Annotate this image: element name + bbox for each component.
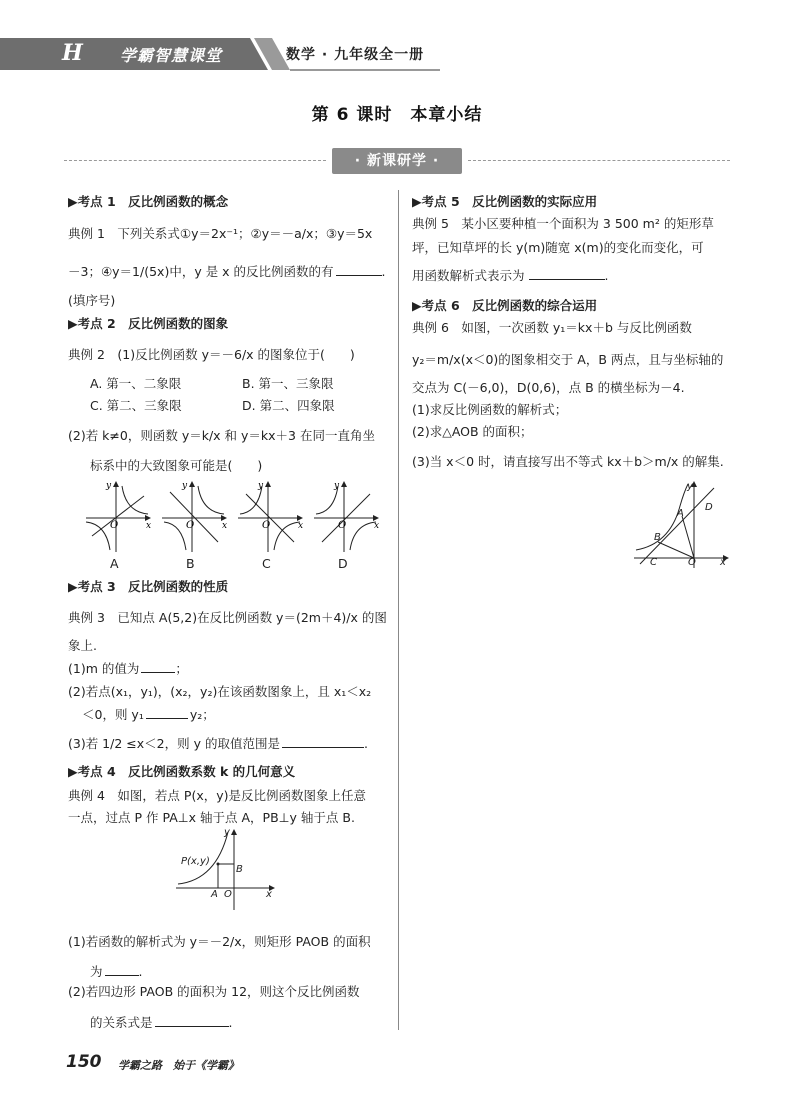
- fig6-label-o: O: [688, 557, 696, 568]
- example-2-line-2: (2)若 k≠0，则函数 y＝k/x 和 y＝kx＋3 在同一直角坐: [68, 428, 375, 443]
- book-title: 数学 · 九年级全一册: [286, 47, 425, 63]
- graph-b: [162, 481, 227, 552]
- example-6-figure: [630, 478, 734, 570]
- column-divider: [398, 190, 399, 1030]
- graph-label-a: A: [110, 556, 119, 571]
- svg-text:O: O: [110, 520, 119, 531]
- fig6-label-c: C: [650, 557, 657, 568]
- kaodian-3: ▶考点 3 反比例函数的性质: [68, 579, 229, 594]
- kaodian-4: ▶考点 4 反比例函数系数 k 的几何意义: [68, 764, 296, 779]
- fig4-label-p: P(x,y): [181, 856, 210, 867]
- graph-label-b: B: [186, 556, 195, 571]
- fig4-label-a: A: [211, 889, 218, 900]
- svg-text:x: x: [374, 521, 380, 531]
- svg-text:y: y: [258, 481, 264, 491]
- brand-name: 学霸智慧课堂: [120, 46, 223, 65]
- footer-slogan: 学霸之路 始于《学霸》: [118, 1059, 239, 1072]
- page-number: 150: [66, 1052, 102, 1072]
- svg-text:y: y: [106, 481, 112, 491]
- example-6-line-3: 交点为 C(－6,0)，D(0,6)，点 B 的横坐标为－4.: [412, 380, 685, 395]
- example-1-line-3: (填序号): [68, 293, 116, 308]
- example-3-q3: (3)若 1/2 ≤x＜2，则 y 的取值范围是 .: [68, 736, 368, 751]
- example-3-q1: (1)m 的值为 ；: [68, 661, 188, 676]
- fig4-label-x: x: [266, 889, 272, 900]
- fig4-label-y: y: [224, 827, 230, 838]
- example-6-line-2: y₂＝m/x(x＜0)的图象相交于 A，B 两点，且与坐标轴的: [412, 352, 724, 367]
- example-3-line-1: 典例 3 已知点 A(5,2)在反比例函数 y＝(2m＋4)/x 的图: [68, 610, 387, 625]
- graph-d: [314, 481, 379, 552]
- example-1-line-1: 典例 1 下列关系式①y＝2x⁻¹；②y＝－a/x；③y＝5x: [68, 226, 373, 241]
- divider-left: [64, 160, 326, 161]
- option-b: B. 第一、三象限: [242, 376, 334, 391]
- example-2-line-3: 标系中的大致图象可能是( ): [90, 458, 263, 473]
- option-d: D. 第二、四象限: [242, 398, 335, 413]
- graph-c: [238, 481, 303, 552]
- svg-text:x: x: [146, 521, 152, 531]
- example-5-line-2: 坪，已知草坪的长 y(m)随宽 x(m)的变化而变化，可: [412, 240, 704, 255]
- graph-label-d: D: [338, 556, 348, 571]
- example-4-q1-line-2: 为 .: [90, 964, 143, 979]
- kaodian-6: ▶考点 6 反比例函数的综合运用: [412, 298, 598, 313]
- example-6-line-1: 典例 6 如图，一次函数 y₁＝kx＋b 与反比例函数: [412, 320, 692, 335]
- fig6-label-d: D: [705, 502, 713, 513]
- example-3-line-2: 象上.: [68, 638, 97, 653]
- svg-text:O: O: [262, 520, 271, 531]
- example-2-graphs: [78, 478, 398, 570]
- fig4-label-b: B: [236, 864, 243, 875]
- divider-right: [468, 160, 730, 161]
- svg-text:x: x: [222, 521, 228, 531]
- fig4-label-o: O: [224, 889, 232, 900]
- svg-text:y: y: [182, 481, 188, 491]
- fig6-label-b: B: [654, 532, 661, 543]
- example-2-line-1: 典例 2 (1)反比例函数 y＝－6/x 的图象位于( ): [68, 347, 355, 362]
- graph-a: [86, 481, 151, 552]
- example-5-line-3: 用函数解析式表示为 .: [412, 268, 609, 283]
- graph-label-c: C: [262, 556, 271, 571]
- kaodian-2: ▶考点 2 反比例函数的图象: [68, 316, 229, 331]
- example-4-q2-line-1: (2)若四边形 PAOB 的面积为 12，则这个反比例函数: [68, 984, 360, 999]
- example-4-q1-line-1: (1)若函数的解析式为 y＝－2/x，则矩形 PAOB 的面积: [68, 934, 371, 949]
- kaodian-5: ▶考点 5 反比例函数的实际应用: [412, 194, 598, 209]
- kaodian-1: ▶考点 1 反比例函数的概念: [68, 194, 229, 209]
- example-6-q3: (3)当 x＜0 时，请直接写出不等式 kx＋b＞m/x 的解集.: [412, 454, 724, 469]
- example-1-line-2: －3；④y＝1/(5x)中，y 是 x 的反比例函数的有 .: [68, 264, 386, 279]
- section-banner: · 新课研学 ·: [332, 148, 462, 174]
- example-3-q2-line-1: (2)若点(x₁，y₁)，(x₂，y₂)在该函数图象上，且 x₁＜x₂: [68, 684, 372, 699]
- example-5-line-1: 典例 5 某小区要种植一个面积为 3 500 m² 的矩形草: [412, 216, 714, 231]
- svg-text:y: y: [334, 481, 340, 491]
- option-c: C. 第二、三象限: [90, 398, 182, 413]
- fig6-label-x: x: [720, 557, 726, 568]
- fig6-label-a: A: [677, 508, 684, 519]
- svg-text:O: O: [186, 520, 195, 531]
- logo: H: [62, 40, 83, 66]
- example-6-q1: (1)求反比例函数的解析式；: [412, 402, 568, 417]
- example-4-line-1: 典例 4 如图，若点 P(x，y)是反比例函数图象上任意: [68, 788, 366, 803]
- fig6-label-y: y: [687, 481, 693, 492]
- svg-text:O: O: [338, 520, 347, 531]
- example-4-q2-line-2: 的关系式是 .: [90, 1015, 233, 1030]
- example-6-q2: (2)求△AOB 的面积；: [412, 424, 533, 439]
- option-a: A. 第一、二象限: [90, 376, 182, 391]
- svg-text:x: x: [298, 521, 304, 531]
- lesson-title: 第 6 课时 本章小结: [311, 105, 483, 125]
- example-3-q2-line-2: ＜0，则 y₁ y₂；: [82, 707, 215, 722]
- example-4-line-2: 一点，过点 P 作 PA⊥x 轴于点 A，PB⊥y 轴于点 B.: [68, 810, 355, 825]
